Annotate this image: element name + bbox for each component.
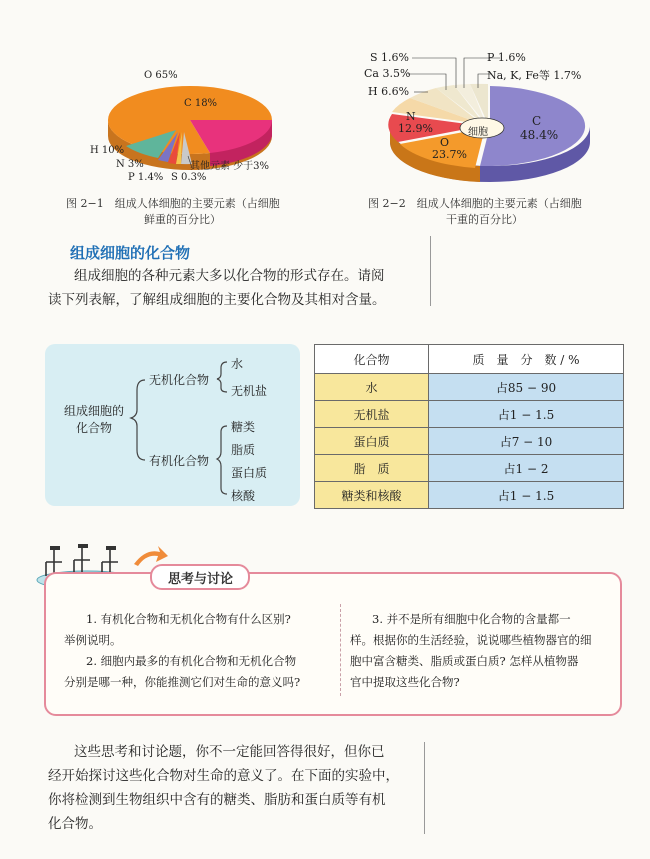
table-cell-compound: 蛋白质 [315, 428, 429, 455]
class-root [64, 403, 124, 437]
discussion-right-column [350, 609, 610, 693]
intro-line: 读下列表解，了解组成细胞的主要化合物及其相对含量。 [48, 292, 386, 308]
class-root-line: 化合物 [76, 421, 113, 435]
table-row [315, 482, 624, 509]
chair-backs [50, 544, 116, 550]
section-heading: 组成细胞的化合物 [70, 244, 191, 262]
table-cell-fraction: 占1 − 2 [429, 455, 624, 482]
question-3-line: 样。根据你的生活经验，说说哪些植物器官的细 [350, 633, 592, 647]
label-s: S 0.3% [171, 172, 207, 183]
leader-line-s [412, 58, 456, 88]
label-n-pct: 12.9% [398, 122, 433, 135]
table-cell-fraction: 占1 − 1.5 [429, 482, 624, 509]
table-header-fraction: 质 量 分 数 / % [429, 345, 624, 374]
class-nucleic: 核酸 [231, 489, 256, 503]
closing-line: 经开始探讨这些化合物对生命的意义了。在下面的实验中， [48, 768, 399, 784]
figure-2-2 [360, 48, 610, 188]
table-header-compound: 化合物 [315, 345, 429, 374]
question-3-line: 胞中富含糖类、脂质或蛋白质? 怎样从植物器 [350, 654, 579, 668]
margin-rule [430, 236, 431, 306]
label-h: H 10% [90, 145, 125, 156]
label-c: C 18% [184, 98, 218, 109]
caption-line: 鲜重的百分比） [144, 213, 221, 226]
table-header-row [315, 345, 624, 374]
class-protein: 蛋白质 [231, 466, 268, 480]
intro-line: 组成细胞的各种元素大多以化合物的形式存在。请阅 [74, 268, 385, 284]
closing-paragraph [48, 740, 399, 836]
class-salt: 无机盐 [231, 384, 268, 398]
label-o-pct: 23.7% [432, 148, 467, 161]
compound-table-wrap [314, 344, 624, 509]
organic-brace [217, 426, 227, 494]
label-c-pct: 48.4% [520, 128, 559, 142]
closing-line: 化合物。 [48, 816, 102, 832]
question-2-line: 2. 细胞内最多的有机化合物和无机化合物 [86, 654, 297, 668]
class-water: 水 [231, 357, 244, 371]
class-root-line: 组成细胞的 [64, 404, 125, 418]
label-n: N [406, 110, 416, 123]
question-2-line: 分别是哪一种，你能推测它们对生命的意义吗? [64, 675, 301, 689]
table-cell-fraction: 占1 − 1.5 [429, 401, 624, 428]
table-row [315, 428, 624, 455]
question-3-line: 官中提取这些化合物? [350, 675, 460, 689]
table-cell-compound: 糖类和核酸 [315, 482, 429, 509]
label-center: 细胞 [468, 127, 488, 138]
closing-line: 这些思考和讨论题，你不一定能回答得很好，但你已 [74, 744, 385, 760]
discussion-title: 思考与讨论 [168, 572, 234, 587]
table-row [315, 401, 624, 428]
label-nakfe: Na, K, Fe等 1.7% [487, 69, 582, 82]
compound-table [314, 344, 624, 509]
question-1-line: 1. 有机化合物和无机化合物有什么区别? [86, 612, 291, 626]
table-row [315, 455, 624, 482]
table-cell-compound: 脂 质 [315, 455, 429, 482]
closing-line: 你将检测到生物组织中含有的糖类、脂肪和蛋白质等有机 [48, 792, 386, 808]
margin-rule [424, 742, 425, 834]
inorganic-brace [217, 362, 227, 392]
question-1-line: 举例说明。 [64, 633, 122, 647]
root-brace [131, 380, 145, 460]
class-organic: 有机化合物 [149, 454, 210, 468]
intro-paragraph [48, 264, 386, 312]
table-cell-compound: 水 [315, 374, 429, 401]
table-cell-compound: 无机盐 [315, 401, 429, 428]
figure-2-2-caption [368, 196, 582, 228]
label-other: 其他元素 少于3% [190, 161, 270, 172]
discussion-tag [150, 564, 250, 590]
label-c: C [532, 114, 542, 128]
question-3-line: 3. 并不是所有细胞中化合物的含量都一 [372, 612, 571, 626]
class-sugar: 糖类 [231, 420, 256, 434]
caption-line: 干重的百分比） [446, 213, 523, 226]
caption-line: 图 2−2 组成人体细胞的主要元素（占细胞 [368, 197, 582, 210]
class-lipid: 脂质 [231, 443, 256, 457]
discussion-left-column [64, 609, 334, 693]
discussion-divider [340, 604, 341, 696]
label-ca: Ca 3.5% [364, 67, 411, 80]
figure-2-1-caption [66, 196, 280, 228]
label-p: P 1.6% [487, 51, 526, 64]
label-n: N 3% [116, 159, 144, 170]
figure-2-1 [60, 40, 290, 190]
class-inorganic: 无机化合物 [149, 373, 210, 387]
caption-line: 图 2−1 组成人体细胞的主要元素（占细胞 [66, 197, 280, 210]
table-row [315, 374, 624, 401]
label-p: P 1.4% [128, 172, 164, 183]
label-s: S 1.6% [370, 51, 409, 64]
table-cell-fraction: 占7 − 10 [429, 428, 624, 455]
label-h: H 6.6% [368, 85, 410, 98]
label-o: O [440, 136, 450, 149]
table-cell-fraction: 占85 − 90 [429, 374, 624, 401]
label-o: O 65% [144, 70, 178, 81]
